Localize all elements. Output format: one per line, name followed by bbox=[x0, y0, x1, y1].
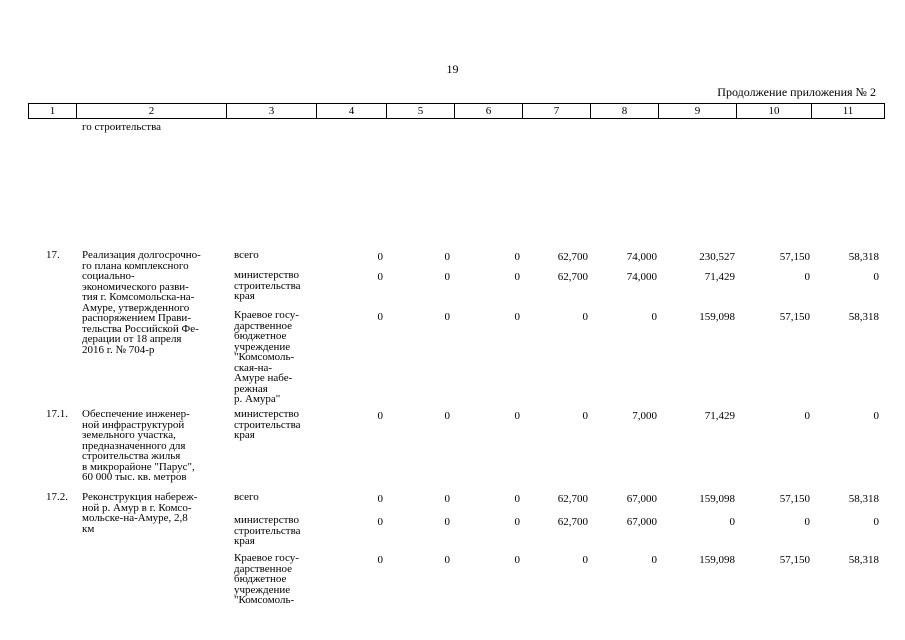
item-name-line: дерации от 18 апреля bbox=[82, 333, 182, 345]
value-cell: 0 bbox=[444, 516, 450, 528]
item-name-line: го плана комплексного bbox=[82, 259, 189, 272]
item-name-line: в микрорайоне "Парус", bbox=[82, 460, 195, 473]
funding-source-line: министерство bbox=[234, 408, 300, 420]
column-number-cell: 10 bbox=[737, 104, 812, 119]
funding-source-line: "Комсомоль- bbox=[234, 594, 295, 606]
value-cell: 230,527 bbox=[699, 251, 735, 263]
item-name-line: социально- bbox=[82, 270, 135, 282]
value-cell: 0 bbox=[651, 311, 657, 323]
value-cell: 57,150 bbox=[779, 493, 810, 505]
item-name-line: распоряжением Прави- bbox=[82, 312, 191, 324]
value-cell: 0 bbox=[729, 516, 735, 528]
item-name-line: Амуре, утвержденного bbox=[82, 301, 190, 314]
funding-source-line: министерство bbox=[234, 269, 300, 281]
funding-source-line: дарственное bbox=[234, 562, 292, 575]
funding-source-line: ская-на- bbox=[234, 361, 273, 374]
value-cell: 0 bbox=[582, 311, 588, 323]
item-name-line: предназначенного для bbox=[82, 439, 186, 452]
row-number: 17.2. bbox=[46, 491, 68, 503]
item-name-line: земельного участка, bbox=[82, 429, 176, 441]
value-cell: 0 bbox=[444, 554, 450, 566]
column-number-cell: 7 bbox=[523, 104, 591, 119]
funding-source-line: Краевое госу- bbox=[234, 552, 299, 564]
value-cell: 0 bbox=[377, 271, 383, 283]
funding-source-line: края bbox=[234, 290, 255, 302]
funding-source-line: учреждение bbox=[234, 340, 291, 353]
funding-source-line: всего bbox=[234, 491, 259, 503]
item-name-line: строительства жилья bbox=[82, 450, 181, 462]
item-name-line: 60 000 тыс. кв. метров bbox=[82, 471, 187, 483]
value-cell: 58,318 bbox=[848, 251, 879, 263]
funding-source-line: режная bbox=[234, 382, 268, 395]
value-cell: 0 bbox=[873, 410, 879, 422]
funding-source-line: края bbox=[234, 429, 255, 441]
value-cell: 0 bbox=[444, 311, 450, 323]
item-name-line: Реконструкция набереж- bbox=[82, 491, 198, 503]
value-cell: 58,318 bbox=[848, 493, 879, 505]
funding-source-line: "Комсомоль- bbox=[234, 351, 295, 363]
value-cell: 0 bbox=[582, 554, 588, 566]
value-cell: 0 bbox=[873, 271, 879, 283]
value-cell: 0 bbox=[582, 410, 588, 422]
funding-source-line: всего bbox=[234, 249, 259, 261]
value-cell: 0 bbox=[804, 271, 810, 283]
value-cell: 0 bbox=[514, 251, 520, 263]
carryover-text: го строительства bbox=[82, 121, 162, 133]
page-number: 19 bbox=[446, 62, 459, 76]
value-cell: 57,150 bbox=[779, 251, 810, 263]
value-cell: 0 bbox=[804, 410, 810, 422]
value-cell: 0 bbox=[377, 493, 383, 505]
column-number-cell: 2 bbox=[77, 104, 227, 119]
value-cell: 74,000 bbox=[626, 251, 657, 263]
value-cell: 74,000 bbox=[626, 271, 657, 283]
value-cell: 0 bbox=[514, 554, 520, 566]
funding-source-line: строительства bbox=[234, 279, 301, 292]
column-number-cell: 11 bbox=[812, 104, 885, 119]
continuation-note: Продолжение приложения № 2 bbox=[717, 85, 876, 99]
value-cell: 0 bbox=[377, 251, 383, 263]
column-number-cell: 6 bbox=[455, 104, 523, 119]
value-cell: 0 bbox=[444, 251, 450, 263]
value-cell: 71,429 bbox=[704, 271, 735, 283]
item-name-line: тельства Российской Фе- bbox=[82, 322, 199, 335]
column-number-cell: 4 bbox=[317, 104, 387, 119]
item-name-line: экономического разви- bbox=[82, 280, 189, 293]
item-name-line: Обеспечение инженер- bbox=[82, 408, 190, 420]
value-cell: 0 bbox=[804, 516, 810, 528]
value-cell: 0 bbox=[873, 516, 879, 528]
value-cell: 159,098 bbox=[699, 311, 735, 323]
value-cell: 159,098 bbox=[699, 493, 735, 505]
funding-source-line: края bbox=[234, 535, 255, 547]
funding-source-line: бюджетное bbox=[234, 330, 287, 342]
funding-source-line: строительства bbox=[234, 418, 301, 431]
item-name-line: мольске-на-Амуре, 2,8 bbox=[82, 512, 188, 524]
value-cell: 159,098 bbox=[699, 554, 735, 566]
value-cell: 57,150 bbox=[779, 554, 810, 566]
funding-source-line: дарственное bbox=[234, 319, 292, 332]
value-cell: 0 bbox=[514, 410, 520, 422]
item-name-line: км bbox=[82, 522, 95, 535]
funding-source-line: Амуре набе- bbox=[234, 372, 293, 384]
funding-source-line: учреждение bbox=[234, 583, 291, 596]
funding-source-line: Краевое госу- bbox=[234, 309, 299, 321]
value-cell: 0 bbox=[377, 554, 383, 566]
column-number-cell: 9 bbox=[659, 104, 737, 119]
item-name-line: ной р. Амур в г. Комсо- bbox=[82, 501, 192, 514]
value-cell: 57,150 bbox=[779, 311, 810, 323]
column-number-header bbox=[28, 103, 885, 119]
funding-source-line: бюджетное bbox=[234, 573, 287, 585]
value-cell: 71,429 bbox=[704, 410, 735, 422]
column-number-cell: 3 bbox=[227, 104, 317, 119]
value-cell: 0 bbox=[514, 271, 520, 283]
value-cell: 0 bbox=[514, 493, 520, 505]
item-name-line: 2016 г. № 704-р bbox=[82, 343, 155, 356]
value-cell: 67,000 bbox=[626, 516, 657, 528]
value-cell: 62,700 bbox=[557, 493, 588, 505]
column-number-cell: 5 bbox=[387, 104, 455, 119]
column-number-cell: 8 bbox=[591, 104, 659, 119]
value-cell: 0 bbox=[377, 311, 383, 323]
value-cell: 0 bbox=[444, 271, 450, 283]
value-cell: 0 bbox=[514, 516, 520, 528]
item-name-line: Реализация долгосрочно- bbox=[82, 249, 201, 261]
funding-source-line: р. Амура" bbox=[234, 393, 281, 405]
value-cell: 67,000 bbox=[626, 493, 657, 505]
value-cell: 0 bbox=[514, 311, 520, 323]
funding-source-line: строительства bbox=[234, 524, 301, 537]
item-name-line: ной инфраструктурой bbox=[82, 418, 185, 431]
value-cell: 58,318 bbox=[848, 311, 879, 323]
value-cell: 0 bbox=[444, 410, 450, 422]
value-cell: 0 bbox=[444, 493, 450, 505]
value-cell: 58,318 bbox=[848, 554, 879, 566]
value-cell: 0 bbox=[377, 410, 383, 422]
value-cell: 0 bbox=[651, 554, 657, 566]
item-name-line: тия г. Комсомольска-на- bbox=[82, 291, 195, 303]
value-cell: 62,700 bbox=[557, 516, 588, 528]
column-number-cell: 1 bbox=[29, 104, 77, 119]
value-cell: 7,000 bbox=[632, 410, 657, 422]
value-cell: 0 bbox=[377, 516, 383, 528]
value-cell: 62,700 bbox=[557, 271, 588, 283]
row-number: 17.1. bbox=[46, 408, 68, 420]
row-number: 17. bbox=[46, 249, 60, 261]
value-cell: 62,700 bbox=[557, 251, 588, 263]
funding-source-line: министерство bbox=[234, 514, 300, 526]
